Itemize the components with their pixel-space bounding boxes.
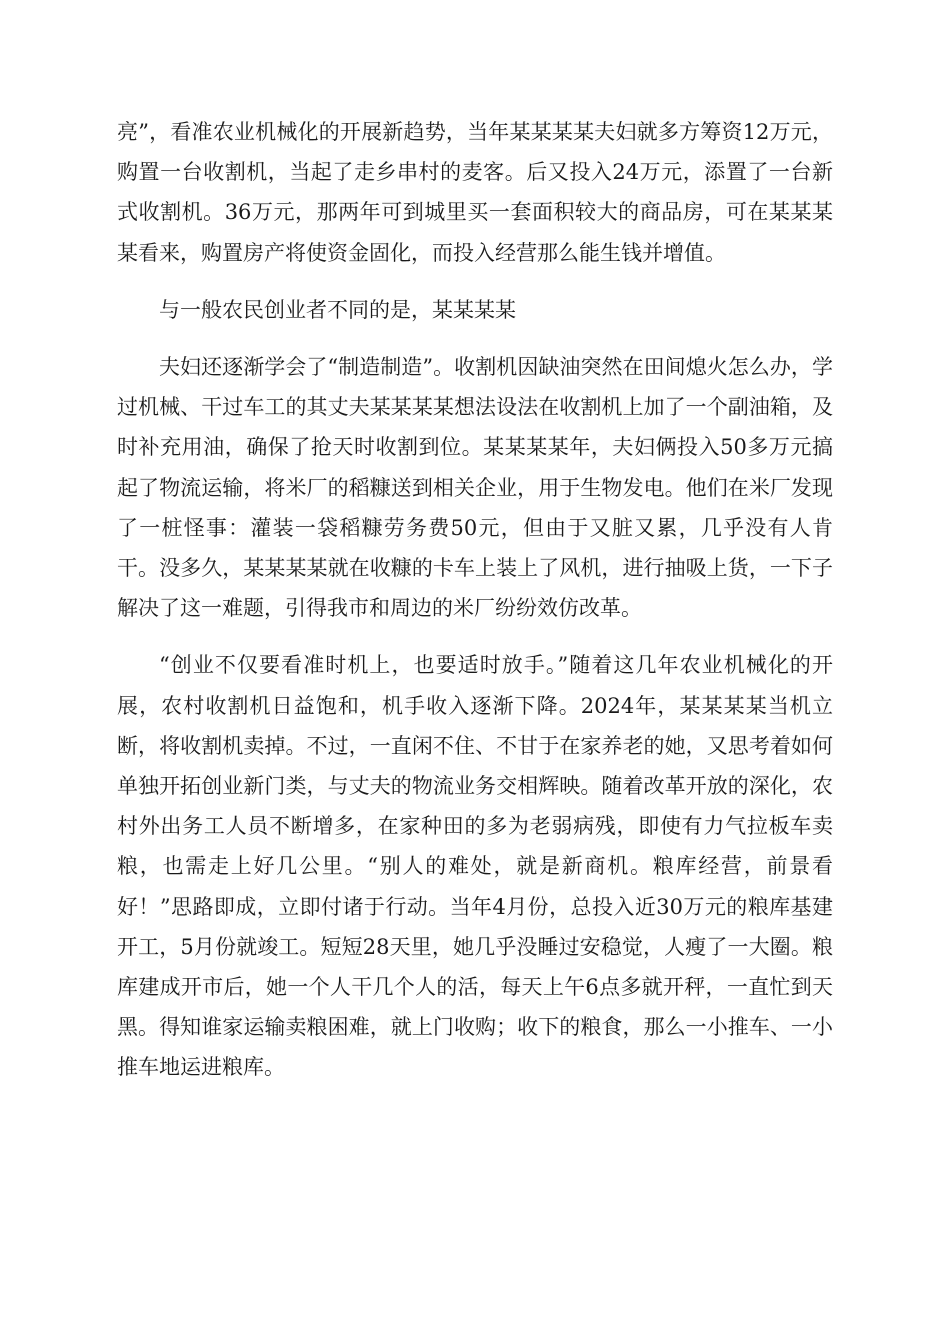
paragraph-continuation: 亮”，看准农业机械化的开展新趋势，当年某某某某夫妇就多方筹资12万元，购置一台收割机，当起了走乡串村的麦客。后又投入24万元，添置了一台新式收割机。36万元，那两年可到城里买一套面积较大的商品房，可在某某某某看来，购置房产将使资金固化，而投入经营那么能生钱并增值。 [117,120,833,265]
document-page [117,112,833,1088]
paragraph-manufacturing: 夫妇还逐渐学会了“制造制造”。收割机因缺油突然在田间熄火怎么办，学过机械、干过车工的其丈夫某某某某想法设法在收割机上加了一个副油箱，及时补充用油，确保了抢天时收割到位。某某某某年，夫妇俩投入50多万元搞起了物流运输，将米厂的稻糠送到相关企业，用于生物发电。他们在米厂发现了一桩怪事：灌装一袋稻糠劳务费50元，但由于又脏又累，几乎没有人肯干。没多久，某某某某就在收糠的卡车上装上了风机，进行抽吸上货，一下子解决了这一难题，引得我市和周边的米厂纷纷效仿改革。 [117,355,833,621]
paragraph-intro: 与一般农民创业者不同的是，某某某某 [159,297,516,322]
paragraph-granary: “创业不仅要看准时机上，也要适时放手。”随着这几年农业机械化的开展，农村收割机日益饱和，机手收入逐渐下降。2024年，某某某某当机立断，将收割机卖掉。不过，一直闲不住、不甘于在家养老的她，又思考着如何单独开拓创业新门类，与丈夫的物流业务交相辉映。随着改革开放的深化，农村外出务工人员不断增多，在家种田的多为老弱病残，即使有力气拉板车卖粮，也需走上好几公里。“别人的难处，就是新商机。粮库经营，前景看好！”思路即成，立即付诸于行动。当年4月份，总投入近30万元的粮库基建开工，5月份就竣工。短短28天里，她几乎没睡过安稳觉，人瘦了一大圈。粮库建成开市后，她一个人干几个人的活，每天上午6点多就开秤，一直忙到天黑。得知谁家运输卖粮困难，就上门收购；收下的粮食，那么一小推车、一小推车地运进粮库。 [117,653,833,1080]
